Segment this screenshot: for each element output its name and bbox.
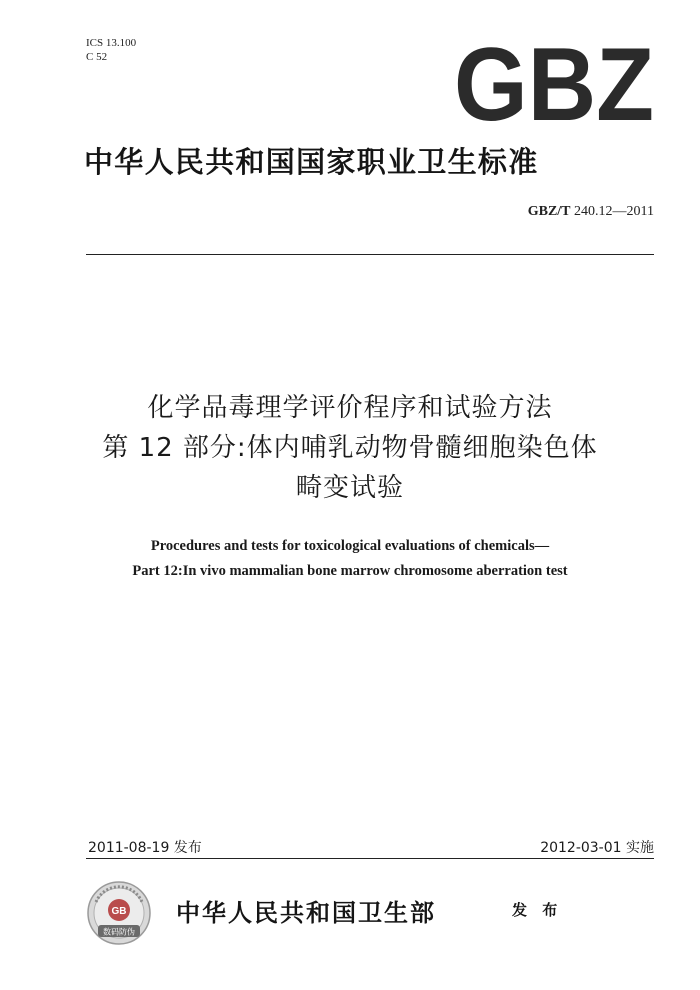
- title-cn-line-2: 第 12 部分:体内哺乳动物骨髓细胞染色体: [102, 433, 598, 463]
- title-cn-line-3: 畸变试验: [295, 473, 404, 503]
- ics-code: ICS 13.100: [86, 37, 137, 49]
- gbz-logo: [452, 40, 657, 124]
- gbz-logo-text: GBZ: [454, 40, 654, 124]
- title-chinese: [0, 388, 700, 508]
- title-en-line-1: Procedures and tests for toxicological evaluations of chemicals—: [150, 538, 550, 554]
- standard-number-value: 240.12—2011: [574, 204, 654, 219]
- implementation-date: 2012-03-01 实施: [540, 840, 654, 856]
- standard-number: [528, 204, 654, 220]
- standard-code: GBZ/T: [527, 204, 571, 219]
- header-divider: [86, 254, 654, 255]
- footer-divider: [86, 858, 654, 859]
- publish-label: 发 布: [512, 901, 563, 919]
- issue-date: 2011-08-19 发布: [88, 840, 202, 856]
- publisher-name: 中华人民共和国卫生部: [176, 898, 436, 927]
- seal-graphic: [86, 880, 152, 946]
- title-cn-line-1: 化学品毒理学评价程序和试验方法: [147, 393, 553, 423]
- standard-category: 中华人民共和国国家职业卫生标准: [84, 145, 539, 179]
- ccs-code: C 52: [86, 51, 108, 63]
- svg-text:GB: GB: [111, 906, 127, 917]
- gbz-logo-graphic: [452, 40, 657, 124]
- classification-codes: [86, 36, 136, 64]
- title-english: [0, 534, 700, 584]
- anti-counterfeit-seal: [86, 880, 152, 946]
- seal-text: 数码防伪: [103, 927, 135, 937]
- title-en-line-2: Part 12:In vivo mammalian bone marrow chromosome aberration test: [132, 563, 568, 579]
